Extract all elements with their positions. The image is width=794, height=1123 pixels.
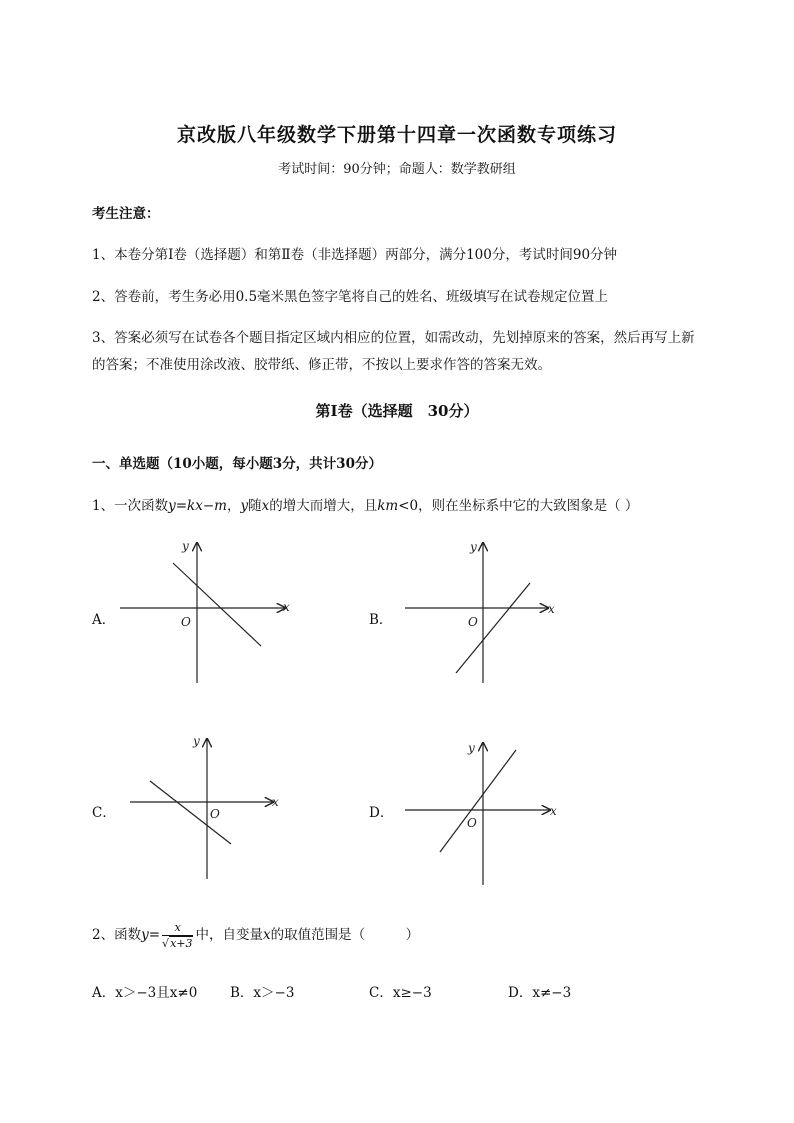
q1-mid: ， bbox=[226, 498, 241, 514]
question-2 bbox=[92, 922, 419, 949]
origin-label: O bbox=[210, 807, 220, 821]
q2-option-a bbox=[92, 981, 197, 1001]
q1-option-c-graph bbox=[120, 727, 300, 887]
page-title: 京改版八年级数学下册第十四章一次函数专项练习 bbox=[176, 124, 617, 146]
q1-option-d-graph bbox=[400, 735, 580, 890]
q2-radicand: x+3 bbox=[170, 937, 193, 950]
exam-info: 考试时间：90分钟；命题人：数学教研组 bbox=[278, 162, 516, 177]
section-title: 第Ⅰ卷（选择题 30分） bbox=[315, 402, 479, 420]
q2-option-a-label: A． bbox=[92, 985, 116, 1001]
q1-y: y bbox=[240, 498, 249, 514]
q2-fraction bbox=[162, 922, 193, 949]
x-axis-label: x bbox=[283, 600, 290, 614]
notice-item-3-cont: 的答案；不准使用涂改液、胶带纸、修正带，不按以上要求作答的答案无效。 bbox=[92, 357, 551, 373]
q2-option-c bbox=[369, 981, 432, 1001]
origin-label: O bbox=[468, 615, 478, 629]
q2-suffix: 中，自变量 bbox=[195, 927, 263, 943]
q1-option-c-label: C． bbox=[92, 805, 116, 821]
q2-numerator: x bbox=[162, 922, 193, 936]
notice-item-2: 2、答卷前，考生务必用0.5毫米黑色签字笔将自己的姓名、班级填写在试卷规定位置上 bbox=[92, 289, 609, 305]
q2-eq: = bbox=[148, 927, 161, 943]
q2-option-b-text: x＞−3 bbox=[253, 985, 295, 1001]
q1-option-b-label: B． bbox=[369, 612, 393, 628]
q1-prefix: 1、一次函数 bbox=[92, 498, 169, 514]
q1-option-d-label: D． bbox=[369, 805, 394, 821]
q2-option-c-label: C． bbox=[369, 985, 393, 1001]
q1-t3: <0，则在坐标系中它的大致图象是（ ） bbox=[398, 498, 639, 514]
q1-option-a-label: A． bbox=[92, 612, 116, 628]
q2-option-b-label: B． bbox=[230, 985, 254, 1001]
q2-y: y bbox=[141, 927, 149, 943]
function-line bbox=[440, 750, 516, 852]
y-axis-label: y bbox=[193, 734, 200, 748]
q2-option-b bbox=[230, 981, 294, 1001]
q2-option-d-text: x≠−3 bbox=[532, 985, 572, 1001]
q2-tail: 的取值范围是（ ） bbox=[270, 927, 420, 943]
q2-denominator: √x+3 bbox=[162, 937, 193, 950]
q1-cond: km bbox=[377, 498, 399, 514]
q2-option-c-text: x≥−3 bbox=[392, 985, 432, 1001]
q1-t2: 的增大而增大，且 bbox=[269, 498, 378, 514]
q2-option-d-label: D． bbox=[508, 985, 533, 1001]
origin-label: O bbox=[467, 816, 477, 830]
q1-t1: 随 bbox=[248, 498, 262, 514]
q1-formula: y=kx−m bbox=[168, 498, 227, 514]
function-line bbox=[173, 563, 261, 646]
notice-item-3: 3、答案必须写在试卷各个题目指定区域内相应的位置，如需改动，先划掉原来的答案，然后再写上新 bbox=[92, 330, 695, 346]
y-axis-label: y bbox=[468, 741, 475, 755]
q2-option-d bbox=[508, 981, 571, 1001]
q1-option-b-graph bbox=[400, 535, 580, 685]
notice-item-1: 1、本卷分第Ⅰ卷（选择题）和第Ⅱ卷（非选择题）两部分，满分100分，考试时间90分钟 bbox=[92, 247, 618, 263]
x-axis-label: x bbox=[548, 602, 555, 616]
q1-x: x bbox=[261, 498, 270, 514]
q2-prefix: 2、函数 bbox=[92, 927, 142, 943]
q1-option-a-graph bbox=[115, 535, 295, 685]
part-heading: 一、单选题（10小题，每小题3分，共计30分） bbox=[92, 456, 382, 472]
q2-option-a-text: x＞−3且x≠0 bbox=[115, 985, 198, 1001]
y-axis-label: y bbox=[470, 540, 477, 554]
q2-x: x bbox=[262, 927, 271, 943]
question-1 bbox=[92, 494, 638, 514]
notice-heading: 考生注意： bbox=[92, 206, 160, 222]
y-axis-label: y bbox=[182, 539, 189, 553]
x-axis-label: x bbox=[272, 795, 279, 809]
x-axis-label: x bbox=[550, 804, 557, 818]
origin-label: O bbox=[181, 615, 191, 629]
